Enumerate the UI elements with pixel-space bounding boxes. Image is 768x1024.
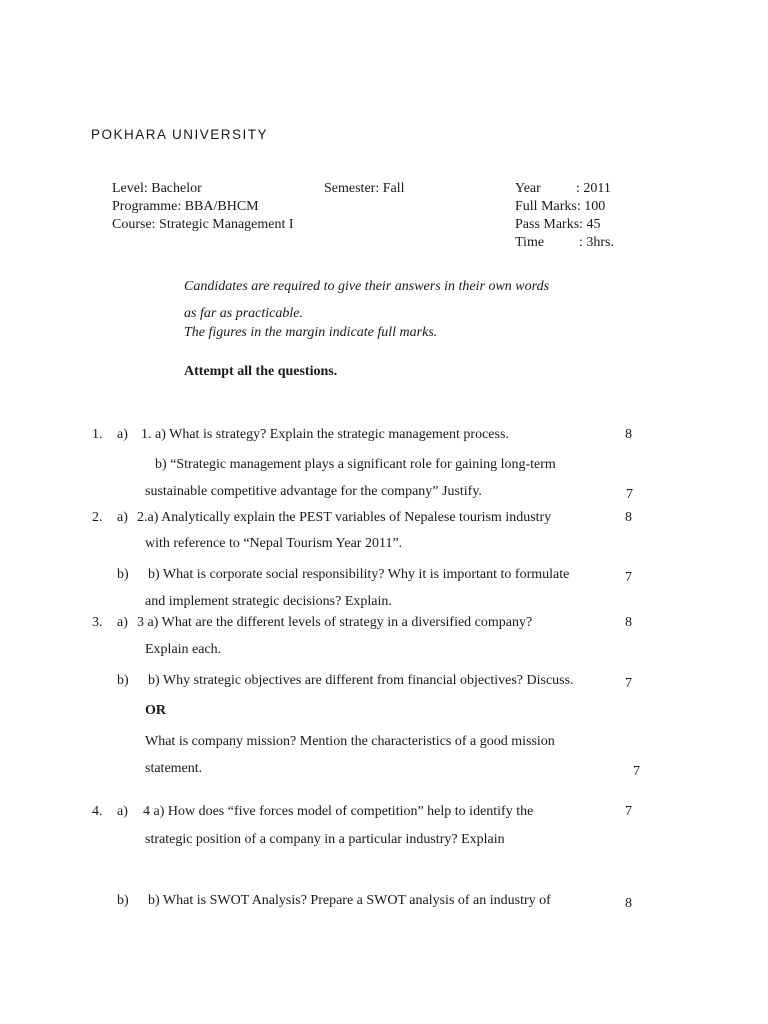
q1-a-text: 1. a) What is strategy? Explain the strategic management process. [141, 427, 509, 442]
instruction-line-3: The figures in the margin indicate full marks. [184, 325, 438, 340]
year-label: Year [515, 181, 541, 196]
q2-b-line-1: b) What is corporate social responsibility? Why it is important to formulate [148, 567, 570, 582]
programme-info: Programme: BBA/BHCM [112, 199, 259, 214]
q4-b-label: b) [117, 893, 129, 908]
q4-b-text: b) What is SWOT Analysis? Prepare a SWOT analysis of an industry of [148, 893, 551, 908]
q4-a-label: a) [117, 804, 128, 819]
q1-b-line-1: b) “Strategic management plays a significant role for gaining long-term [155, 457, 556, 472]
q3-b-text: b) Why strategic objectives are different from financial objectives? Discuss. [148, 673, 574, 688]
q3-b-label: b) [117, 673, 129, 688]
q2-b-marks: 7 [625, 570, 632, 585]
q2-b-label: b) [117, 567, 129, 582]
q2-b-line-2: and implement strategic decisions? Explain. [145, 594, 392, 609]
full-marks-info: Full Marks: 100 [515, 199, 606, 214]
q1-b-line-2: sustainable competitive advantage for the company” Justify. [145, 484, 482, 499]
instruction-line-1: Candidates are required to give their answers in their own words [184, 279, 550, 294]
university-title: POKHARA UNIVERSITY [91, 127, 269, 142]
q4-a-marks: 7 [625, 804, 632, 819]
q2-a-marks: 8 [625, 510, 632, 525]
course-info: Course: Strategic Management I [112, 217, 294, 232]
q2-a-line-1: 2.a) Analytically explain the PEST variables of Nepalese tourism industry [137, 510, 552, 525]
q2-a-label: a) [117, 510, 128, 525]
q3-number: 3. [92, 615, 103, 630]
time-value: : 3hrs. [579, 235, 614, 250]
q1-number: 1. [92, 427, 103, 442]
q3-b-marks: 7 [625, 676, 632, 691]
q3-alt-line-1: What is company mission? Mention the characteristics of a good mission [145, 734, 555, 749]
semester-info: Semester: Fall [324, 181, 405, 196]
year-value: : 2011 [576, 181, 611, 196]
q2-number: 2. [92, 510, 103, 525]
q3-a-marks: 8 [625, 615, 632, 630]
q4-a-line-1: 4 a) How does “five forces model of competition” help to identify the [143, 804, 534, 819]
q1-a-marks: 8 [625, 427, 632, 442]
q4-number: 4. [92, 804, 103, 819]
q4-b-marks: 8 [625, 896, 632, 911]
pass-marks-info: Pass Marks: 45 [515, 217, 601, 232]
q2-a-line-2: with reference to “Nepal Tourism Year 2011”. [145, 536, 403, 551]
q3-a-line-1: 3 a) What are the different levels of strategy in a diversified company? [137, 615, 533, 630]
q3-alt-line-2: statement. [145, 761, 203, 776]
q3-alt-marks: 7 [633, 764, 640, 779]
q3-a-label: a) [117, 615, 128, 630]
q4-a-line-2: strategic position of a company in a particular industry? Explain [145, 832, 505, 847]
instruction-line-2: as far as practicable. [184, 306, 303, 321]
q3-a-line-2: Explain each. [145, 642, 222, 657]
time-label: Time [515, 235, 545, 250]
q1-b-marks: 7 [626, 487, 633, 502]
level-info: Level: Bachelor [112, 181, 202, 196]
or-separator: OR [145, 703, 166, 718]
q1-a-label: a) [117, 427, 128, 442]
attempt-all-heading: Attempt all the questions. [184, 364, 338, 379]
